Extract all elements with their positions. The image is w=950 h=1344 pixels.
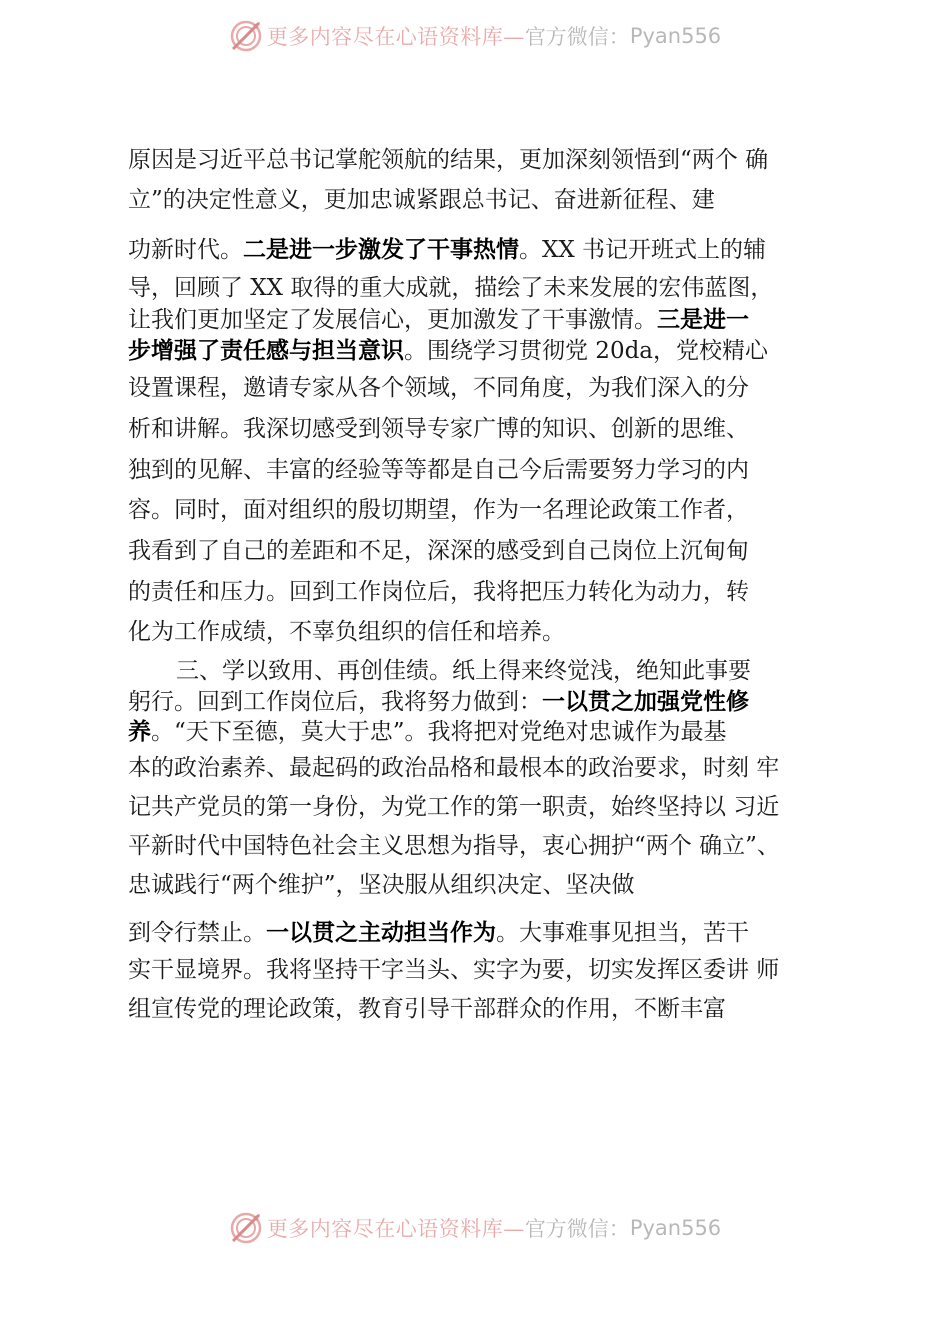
bold-heading: 一以贯之加强党性修 — [542, 689, 749, 715]
text-line: 平新时代中国特色社会主义思想为指导，衷心拥护“两个 确立”、 — [128, 833, 780, 859]
watermark-footer — [0, 1208, 950, 1248]
text-line: 忠诚践行“两个维护”，坚决服从组织决定、坚决做 — [128, 872, 635, 898]
text-line: 躬行。回到工作岗位后，我将努力做到：一以贯之加强党性修 — [128, 689, 749, 715]
text-line: 我看到了自己的差距和不足，深深的感受到自己岗位上沉甸甸 — [128, 538, 749, 564]
text-line: 析和讲解。我深切感受到领导专家广博的知识、创新的思维、 — [128, 416, 749, 442]
watermark-text: 更多内容尽在心语资料库— — [266, 1217, 525, 1241]
watermark-header — [0, 16, 950, 56]
text-line: 记共产党员的第一身份，为党工作的第一职责，始终坚持以 习近 — [128, 794, 780, 820]
text-line: 到令行禁止。一以贯之主动担当作为。大事难事见担当，苦干 — [128, 920, 749, 946]
text-line: 实干显境界。我将坚持干字当头、实字为要，切实发挥区委讲 师 — [128, 957, 780, 983]
text-line: 本的政治素养、最起码的政治品格和最根本的政治要求，时刻 牢 — [128, 755, 780, 781]
text-line: 设置课程，邀请专家从各个领域，不同角度，为我们深入的分 — [128, 375, 749, 401]
brand-logo-icon — [229, 1211, 263, 1245]
text-line: 养。“天下至德，莫大于忠”。我将把对党绝对忠诚作为最基 — [128, 719, 727, 745]
text-line: 化为工作成绩，不辜负组织的信任和培养。 — [128, 619, 565, 645]
bold-heading: 三是进一 — [657, 307, 749, 333]
watermark-wechat-id: Pyan556 — [629, 24, 722, 48]
brand-logo-icon — [229, 19, 263, 53]
bold-heading: 养 — [128, 719, 151, 745]
bold-heading: 二是进一步激发了干事热情 — [243, 237, 519, 263]
text-line: 三、学以致用、再创佳绩。纸上得来终觉浅，绝知此事要 — [176, 658, 751, 684]
text-line: 原因是习近平总书记掌舵领航的结果，更加深刻领悟到“两个 确 — [128, 147, 769, 173]
bold-heading: 步增强了责任感与担当意识 — [128, 338, 404, 364]
watermark-wechat-id: Pyan556 — [629, 1216, 722, 1240]
watermark-text: 更多内容尽在心语资料库— — [266, 25, 525, 49]
text-line: 立”的决定性意义，更加忠诚紧跟总书记、奋进新征程、建 — [128, 187, 715, 213]
bold-heading: 一以贯之主动担当作为 — [266, 920, 496, 946]
text-line: 让我们更加坚定了发展信心，更加激发了干事激情。三是进一 — [128, 307, 749, 333]
text-line: 的责任和压力。回到工作岗位后，我将把压力转化为动力，转 — [128, 579, 749, 605]
text-line: 容。同时，面对组织的殷切期望，作为一名理论政策工作者， — [128, 497, 749, 523]
text-line: 组宣传党的理论政策，教育引导干部群众的作用，不断丰富 — [128, 996, 726, 1022]
text-line: 导，回顾了 XX 取得的重大成就，描绘了未来发展的宏伟蓝图， — [128, 275, 774, 301]
text-line: 功新时代。二是进一步激发了干事热情。XX 书记开班式上的辅 — [128, 237, 767, 263]
watermark-wechat-label: 官方微信： — [524, 25, 630, 49]
text-line: 步增强了责任感与担当意识。围绕学习贯彻党 20da，党校精心 — [128, 338, 769, 364]
text-line: 独到的见解、丰富的经验等等都是自己今后需要努力学习的内 — [128, 457, 749, 483]
watermark-wechat-label: 官方微信： — [524, 1217, 630, 1241]
